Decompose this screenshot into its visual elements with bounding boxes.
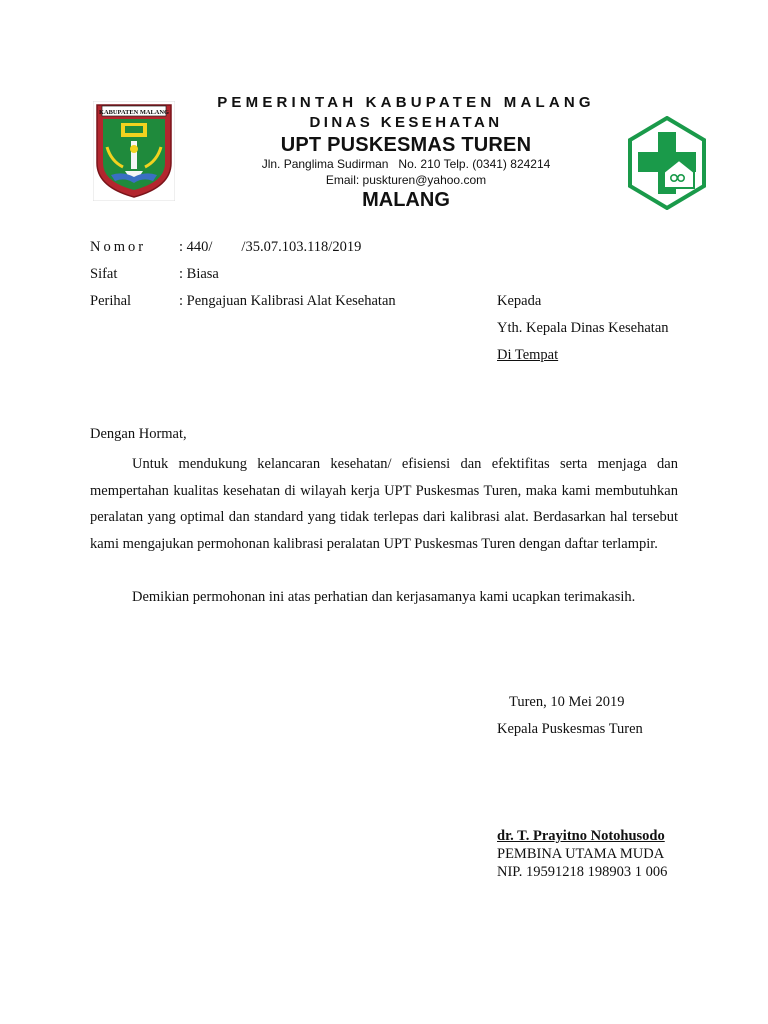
signer-rank: PEMBINA UTAMA MUDA <box>497 846 665 862</box>
nomor-label: Nomor <box>90 239 147 255</box>
city-heading: MALANG <box>362 189 450 211</box>
place-date: Turen, 10 Mei 2019 <box>509 694 625 710</box>
email-line: Email: puskturen@yahoo.com <box>325 173 487 187</box>
signer-position: Kepala Puskesmas Turen <box>497 721 643 737</box>
signer-nip: NIP. 19591218 198903 1 006 <box>497 864 668 880</box>
signer-name: dr. T. Prayitno Notohusodo <box>497 828 665 844</box>
salutation: Dengan Hormat, <box>90 426 187 442</box>
sifat-label: Sifat <box>90 266 118 282</box>
svg-text:KABUPATEN MALANG: KABUPATEN MALANG <box>99 108 169 116</box>
perihal-label: Perihal <box>90 293 132 309</box>
recipient-location: Di Tempat <box>497 347 559 363</box>
nomor-value: : 440/ /35.07.103.118/2019 <box>179 239 362 255</box>
body-paragraph-1: Untuk mendukung kelancaran kesehatan/ efisiensi dan efektifitas serta menjaga dan mempertahan kualitas kesehatan di wilayah kerja UPT Puskesmas Turen, maka kami membutuhkan peralatan yang optimal dan standard yang tidak terlepas dari kalibrasi alat. Berdasarkan hal tersebut kami mengajukan permohonan kalibrasi peralatan UPT Puskesmas Turen dengan daftar terlampir. <box>90 456 678 552</box>
address-line: Jln. Panglima Sudirman No. 210 Telp. (0341) 824214 <box>261 157 551 171</box>
department-heading: DINAS KESEHATAN <box>309 114 503 131</box>
recipient-title: Yth. Kepala Dinas Kesehatan <box>497 320 669 336</box>
sifat-value: : Biasa <box>179 266 219 282</box>
unit-heading: UPT PUSKESMAS TUREN <box>280 134 532 156</box>
perihal-value: : Pengajuan Kalibrasi Alat Kesehatan <box>179 293 396 309</box>
body-paragraph-2: Demikian permohonan ini atas perhatian dan kerjasamanya kami ucapkan terimakasih. <box>132 589 636 605</box>
kabupaten-malang-emblem <box>93 101 175 201</box>
recipient-kepada: Kepada <box>497 293 542 309</box>
puskesmas-logo-icon <box>626 116 708 210</box>
government-heading: PEMERINTAH KABUPATEN MALANG <box>217 94 595 111</box>
